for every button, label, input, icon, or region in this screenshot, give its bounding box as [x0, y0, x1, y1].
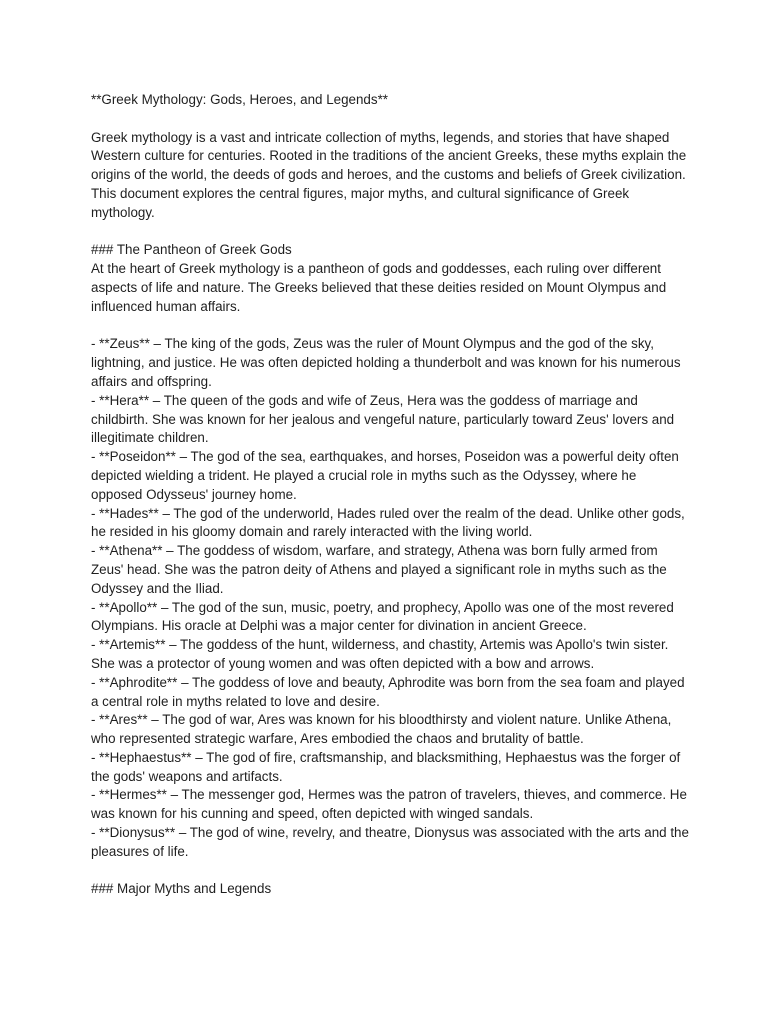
- pantheon-intro-paragraph: At the heart of Greek mythology is a pantheon of gods and goddesses, each ruling over different aspects of life and nature. The Greeks believed that these deities resided on Mount Olympus and influenced human affairs.: [91, 261, 667, 314]
- list-item-hades: - **Hades** – The god of the underworld, Hades ruled over the realm of the dead. Unlike other gods, he resided in his gloomy domain and rarely interacted with the living world.: [91, 505, 685, 540]
- list-item-aphrodite: - **Aphrodite** – The goddess of love and beauty, Aphrodite was born from the sea foam and played a central role in myths related to love and desire.: [91, 674, 685, 709]
- list-item-apollo: - **Apollo** – The god of the sun, music, poetry, and prophecy, Apollo was one of the most revered Olympians. His oracle at Delphi was a major center for divination in ancient Greece.: [91, 599, 674, 634]
- list-item-hephaestus: - **Hephaestus** – The god of fire, craftsmanship, and blacksmithing, Hephaestus was the forger of the gods' weapons and artifacts.: [91, 749, 681, 784]
- list-item-artemis: - **Artemis** – The goddess of the hunt, wilderness, and chastity, Artemis was Apollo's twin sister. She was a protector of young women and was often depicted with a bow and arrows.: [91, 637, 669, 671]
- spacer: [91, 862, 691, 881]
- list-item-athena: - **Athena** – The goddess of wisdom, warfare, and strategy, Athena was born fully armed from Zeus' head. She was the patron deity of Athens and played a significant role in myths such as the Odyssey and the Iliad.: [91, 543, 667, 596]
- section-heading-myths: ### Major Myths and Legends: [91, 881, 272, 897]
- list-item-zeus: - **Zeus** – The king of the gods, Zeus was the ruler of Mount Olympus and the god of the sky, lightning, and justice. He was often depicted holding a thunderbolt and was known for his numerous affairs and offspring.: [91, 336, 681, 389]
- list-item-ares: - **Ares** – The god of war, Ares was known for his bloodthirsty and violent nature. Unlike Athena, who represented strategic warfare, Ares embodied the chaos and brutality of battle.: [91, 712, 672, 747]
- list-item-dionysus: - **Dionysus** – The god of wine, revelry, and theatre, Dionysus was associated with the arts and the pleasures of life.: [91, 825, 689, 859]
- spacer: [91, 317, 691, 336]
- section-heading-pantheon: ### The Pantheon of Greek Gods: [91, 242, 292, 258]
- list-item-hermes: - **Hermes** – The messenger god, Hermes was the patron of travelers, thieves, and commerce. He was known for his cunning and speed, often depicted with winged sandals.: [91, 787, 687, 822]
- spacer: [91, 110, 691, 129]
- list-item-poseidon: - **Poseidon** – The god of the sea, earthquakes, and horses, Poseidon was a powerful deity often depicted wielding a trident. He played a crucial role in myths such as the Odyssey, where he opposed Odysseus' journey home.: [91, 449, 679, 502]
- list-item-hera: - **Hera** – The queen of the gods and wife of Zeus, Hera was the goddess of marriage and childbirth. She was known for her jealous and vengeful nature, particularly toward Zeus' lovers and illegitimate children.: [91, 392, 675, 446]
- spacer: [91, 223, 691, 242]
- gods-list: [91, 335, 691, 861]
- document-page: [91, 91, 691, 899]
- intro-paragraph: Greek mythology is a vast and intricate collection of myths, legends, and stories that have shaped Western culture for centuries. Rooted in the traditions of the ancient Greeks, these myths explain the origins of the world, the deeds of gods and heroes, and the customs and beliefs of Greek civilization. This document explores the central figures, major myths, and cultural significance of Greek mythology.: [91, 129, 687, 220]
- document-title: **Greek Mythology: Gods, Heroes, and Legends**: [91, 92, 388, 107]
